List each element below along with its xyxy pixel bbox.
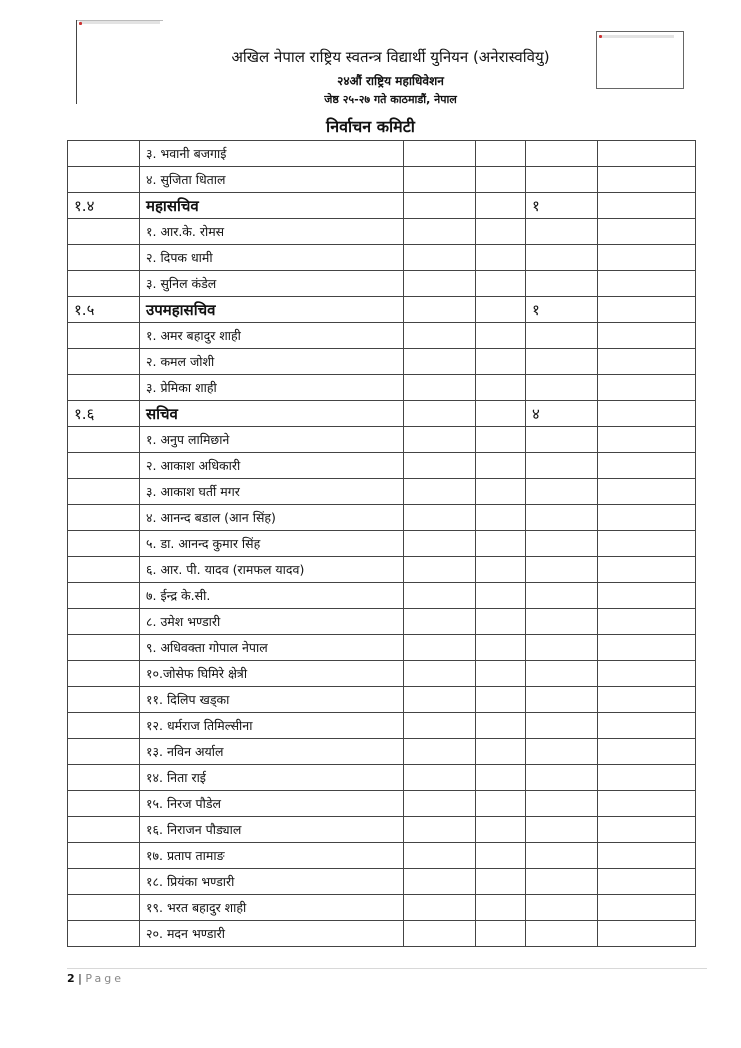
row-blank-2	[476, 505, 526, 531]
row-count	[526, 817, 598, 843]
row-blank-3	[598, 609, 696, 635]
row-name: १५. निरज पौडेल	[140, 791, 404, 817]
row-name: महासचिव	[140, 193, 404, 219]
table-row	[68, 869, 696, 895]
row-blank-3	[598, 557, 696, 583]
table-row	[68, 323, 696, 349]
section-row	[68, 193, 696, 219]
page-label: Page	[85, 972, 125, 985]
row-name: ३. भवानी बजगाई	[140, 141, 404, 167]
row-code	[68, 219, 140, 245]
row-blank-2	[476, 765, 526, 791]
row-blank-2	[476, 921, 526, 947]
row-code	[68, 609, 140, 635]
row-blank-1	[404, 245, 476, 271]
row-count	[526, 791, 598, 817]
row-count	[526, 427, 598, 453]
row-count	[526, 557, 598, 583]
row-name: ३. प्रेमिका शाही	[140, 375, 404, 401]
row-blank-3	[598, 869, 696, 895]
row-name: ३. आकाश घर्ती मगर	[140, 479, 404, 505]
row-blank-2	[476, 401, 526, 427]
row-blank-2	[476, 245, 526, 271]
row-count	[526, 843, 598, 869]
row-blank-1	[404, 557, 476, 583]
footer-divider	[67, 968, 707, 969]
row-count	[526, 349, 598, 375]
right-logo-caption-bar	[602, 35, 674, 38]
row-name: ४. सुजिता धिताल	[140, 167, 404, 193]
row-blank-2	[476, 349, 526, 375]
candidate-table	[67, 140, 696, 947]
row-count	[526, 323, 598, 349]
section-row	[68, 401, 696, 427]
row-blank-1	[404, 687, 476, 713]
row-blank-1	[404, 479, 476, 505]
row-blank-3	[598, 479, 696, 505]
row-blank-3	[598, 739, 696, 765]
row-count	[526, 505, 598, 531]
row-count: १	[526, 193, 598, 219]
left-logo-caption-bar	[80, 21, 160, 24]
row-blank-2	[476, 323, 526, 349]
row-code	[68, 739, 140, 765]
table-row	[68, 219, 696, 245]
row-blank-3	[598, 895, 696, 921]
row-code	[68, 479, 140, 505]
row-blank-3	[598, 635, 696, 661]
row-code	[68, 661, 140, 687]
row-blank-2	[476, 531, 526, 557]
table-row	[68, 817, 696, 843]
row-blank-2	[476, 557, 526, 583]
row-code	[68, 843, 140, 869]
row-name: १४. निता राई	[140, 765, 404, 791]
row-blank-3	[598, 193, 696, 219]
row-blank-1	[404, 401, 476, 427]
row-blank-1	[404, 765, 476, 791]
row-blank-2	[476, 479, 526, 505]
row-blank-2	[476, 791, 526, 817]
convention-date-place: जेष्ठ २५-२७ गते काठमाडौं, नेपाल	[324, 93, 457, 106]
row-blank-3	[598, 713, 696, 739]
row-blank-3	[598, 505, 696, 531]
row-code	[68, 869, 140, 895]
row-name: २. कमल जोशी	[140, 349, 404, 375]
row-code	[68, 349, 140, 375]
footer-separator: |	[78, 972, 82, 985]
row-blank-1	[404, 661, 476, 687]
left-logo-broken-image-icon	[79, 22, 82, 25]
row-name: १. अनुप लामिछाने	[140, 427, 404, 453]
row-blank-2	[476, 271, 526, 297]
row-count	[526, 765, 598, 791]
row-count	[526, 479, 598, 505]
row-name: ११. दिलिप खड्का	[140, 687, 404, 713]
page-number: 2	[67, 972, 75, 985]
table-row	[68, 895, 696, 921]
row-blank-1	[404, 609, 476, 635]
row-blank-1	[404, 271, 476, 297]
table-row	[68, 505, 696, 531]
row-name: १०.जोसेफ घिमिरे क्षेत्री	[140, 661, 404, 687]
table-row	[68, 661, 696, 687]
row-blank-1	[404, 323, 476, 349]
row-blank-2	[476, 453, 526, 479]
row-blank-2	[476, 583, 526, 609]
row-blank-2	[476, 193, 526, 219]
row-blank-3	[598, 375, 696, 401]
row-blank-2	[476, 297, 526, 323]
row-code	[68, 323, 140, 349]
row-code	[68, 271, 140, 297]
row-blank-2	[476, 219, 526, 245]
row-name: २. दिपक धामी	[140, 245, 404, 271]
row-blank-3	[598, 219, 696, 245]
row-code	[68, 921, 140, 947]
row-blank-1	[404, 843, 476, 869]
row-code	[68, 583, 140, 609]
row-code	[68, 245, 140, 271]
row-blank-2	[476, 167, 526, 193]
row-count	[526, 219, 598, 245]
row-blank-1	[404, 583, 476, 609]
row-name: १. आर.के. रोमस	[140, 219, 404, 245]
row-code	[68, 713, 140, 739]
row-count	[526, 141, 598, 167]
row-blank-1	[404, 349, 476, 375]
row-count	[526, 739, 598, 765]
row-count	[526, 245, 598, 271]
table-row	[68, 921, 696, 947]
row-blank-2	[476, 739, 526, 765]
row-count	[526, 531, 598, 557]
row-blank-2	[476, 869, 526, 895]
row-code	[68, 765, 140, 791]
page-footer	[67, 972, 124, 985]
table-row	[68, 141, 696, 167]
row-blank-1	[404, 921, 476, 947]
row-blank-3	[598, 843, 696, 869]
table-row	[68, 687, 696, 713]
row-blank-1	[404, 453, 476, 479]
row-blank-3	[598, 765, 696, 791]
row-count	[526, 453, 598, 479]
row-code	[68, 375, 140, 401]
row-code	[68, 453, 140, 479]
row-blank-1	[404, 193, 476, 219]
row-blank-1	[404, 505, 476, 531]
row-blank-1	[404, 869, 476, 895]
row-count	[526, 713, 598, 739]
row-blank-1	[404, 635, 476, 661]
row-blank-1	[404, 895, 476, 921]
row-blank-3	[598, 167, 696, 193]
row-blank-1	[404, 375, 476, 401]
row-code	[68, 687, 140, 713]
row-code	[68, 895, 140, 921]
row-blank-1	[404, 739, 476, 765]
row-blank-3	[598, 661, 696, 687]
candidate-table-body	[68, 141, 696, 947]
row-count	[526, 687, 598, 713]
row-code	[68, 817, 140, 843]
row-name: २०. मदन भण्डारी	[140, 921, 404, 947]
row-blank-3	[598, 921, 696, 947]
table-row	[68, 557, 696, 583]
row-blank-3	[598, 583, 696, 609]
table-row	[68, 791, 696, 817]
row-blank-3	[598, 297, 696, 323]
row-name: १३. नविन अर्याल	[140, 739, 404, 765]
table-row	[68, 349, 696, 375]
row-count	[526, 635, 598, 661]
row-code: १.६	[68, 401, 140, 427]
table-row	[68, 583, 696, 609]
row-blank-1	[404, 167, 476, 193]
row-blank-2	[476, 375, 526, 401]
row-blank-3	[598, 791, 696, 817]
row-code	[68, 557, 140, 583]
row-count	[526, 921, 598, 947]
row-name: १९. भरत बहादुर शाही	[140, 895, 404, 921]
row-blank-1	[404, 219, 476, 245]
row-code	[68, 531, 140, 557]
row-blank-1	[404, 427, 476, 453]
row-count	[526, 583, 598, 609]
row-blank-2	[476, 687, 526, 713]
row-blank-2	[476, 817, 526, 843]
table-row	[68, 843, 696, 869]
organization-name: अखिल नेपाल राष्ट्रिय स्वतन्त्र विद्यार्थी युनियन (अनेरास्ववियु)	[231, 48, 550, 66]
row-blank-2	[476, 141, 526, 167]
row-blank-3	[598, 141, 696, 167]
table-row	[68, 739, 696, 765]
row-count	[526, 609, 598, 635]
row-name: ९. अधिवक्ता गोपाल नेपाल	[140, 635, 404, 661]
table-row	[68, 765, 696, 791]
table-row	[68, 531, 696, 557]
table-row	[68, 271, 696, 297]
row-name: ६. आर. पी. यादव (रामफल यादव)	[140, 557, 404, 583]
row-count	[526, 375, 598, 401]
right-logo-broken-image-icon	[599, 35, 602, 38]
row-name: २. आकाश अधिकारी	[140, 453, 404, 479]
table-row	[68, 427, 696, 453]
row-name: ७. ईन्द्र के.सी.	[140, 583, 404, 609]
row-blank-3	[598, 817, 696, 843]
row-count	[526, 167, 598, 193]
row-blank-3	[598, 687, 696, 713]
row-blank-1	[404, 531, 476, 557]
row-code	[68, 427, 140, 453]
table-row	[68, 479, 696, 505]
row-blank-3	[598, 349, 696, 375]
row-blank-3	[598, 453, 696, 479]
row-name: १६. निराजन पौड्याल	[140, 817, 404, 843]
row-blank-2	[476, 895, 526, 921]
row-blank-2	[476, 661, 526, 687]
row-name: १२. धर्मराज तिमिल्सीना	[140, 713, 404, 739]
row-blank-2	[476, 609, 526, 635]
row-code	[68, 635, 140, 661]
table-row	[68, 375, 696, 401]
row-blank-1	[404, 141, 476, 167]
row-name: ४. आनन्द बडाल (आन सिंह)	[140, 505, 404, 531]
row-blank-3	[598, 531, 696, 557]
row-blank-1	[404, 713, 476, 739]
row-blank-1	[404, 791, 476, 817]
row-code	[68, 791, 140, 817]
row-count	[526, 869, 598, 895]
row-blank-3	[598, 323, 696, 349]
row-count: १	[526, 297, 598, 323]
row-code: १.५	[68, 297, 140, 323]
row-blank-1	[404, 817, 476, 843]
row-count	[526, 661, 598, 687]
row-blank-3	[598, 427, 696, 453]
row-blank-2	[476, 427, 526, 453]
row-count: ४	[526, 401, 598, 427]
row-blank-3	[598, 271, 696, 297]
row-blank-2	[476, 713, 526, 739]
table-row	[68, 635, 696, 661]
table-row	[68, 609, 696, 635]
row-blank-3	[598, 245, 696, 271]
row-name: ५. डा. आनन्द कुमार सिंह	[140, 531, 404, 557]
row-name: उपमहासचिव	[140, 297, 404, 323]
row-name: ८. उमेश भण्डारी	[140, 609, 404, 635]
row-name: १७. प्रताप तामाङ	[140, 843, 404, 869]
row-name: ३. सुनिल कंडेल	[140, 271, 404, 297]
table-row	[68, 245, 696, 271]
row-code	[68, 505, 140, 531]
row-blank-1	[404, 297, 476, 323]
row-count	[526, 271, 598, 297]
row-blank-2	[476, 843, 526, 869]
row-name: १८. प्रियंका भण्डारी	[140, 869, 404, 895]
row-name: सचिव	[140, 401, 404, 427]
section-row	[68, 297, 696, 323]
row-blank-3	[598, 401, 696, 427]
row-count	[526, 895, 598, 921]
row-code	[68, 167, 140, 193]
table-row	[68, 713, 696, 739]
row-code: १.४	[68, 193, 140, 219]
page-title: निर्वाचन कमिटी	[326, 117, 415, 136]
convention-name: २४औं राष्ट्रिय महाधिवेशन	[337, 74, 444, 88]
table-row	[68, 167, 696, 193]
row-name: १. अमर बहादुर शाही	[140, 323, 404, 349]
row-code	[68, 141, 140, 167]
table-row	[68, 453, 696, 479]
row-blank-2	[476, 635, 526, 661]
